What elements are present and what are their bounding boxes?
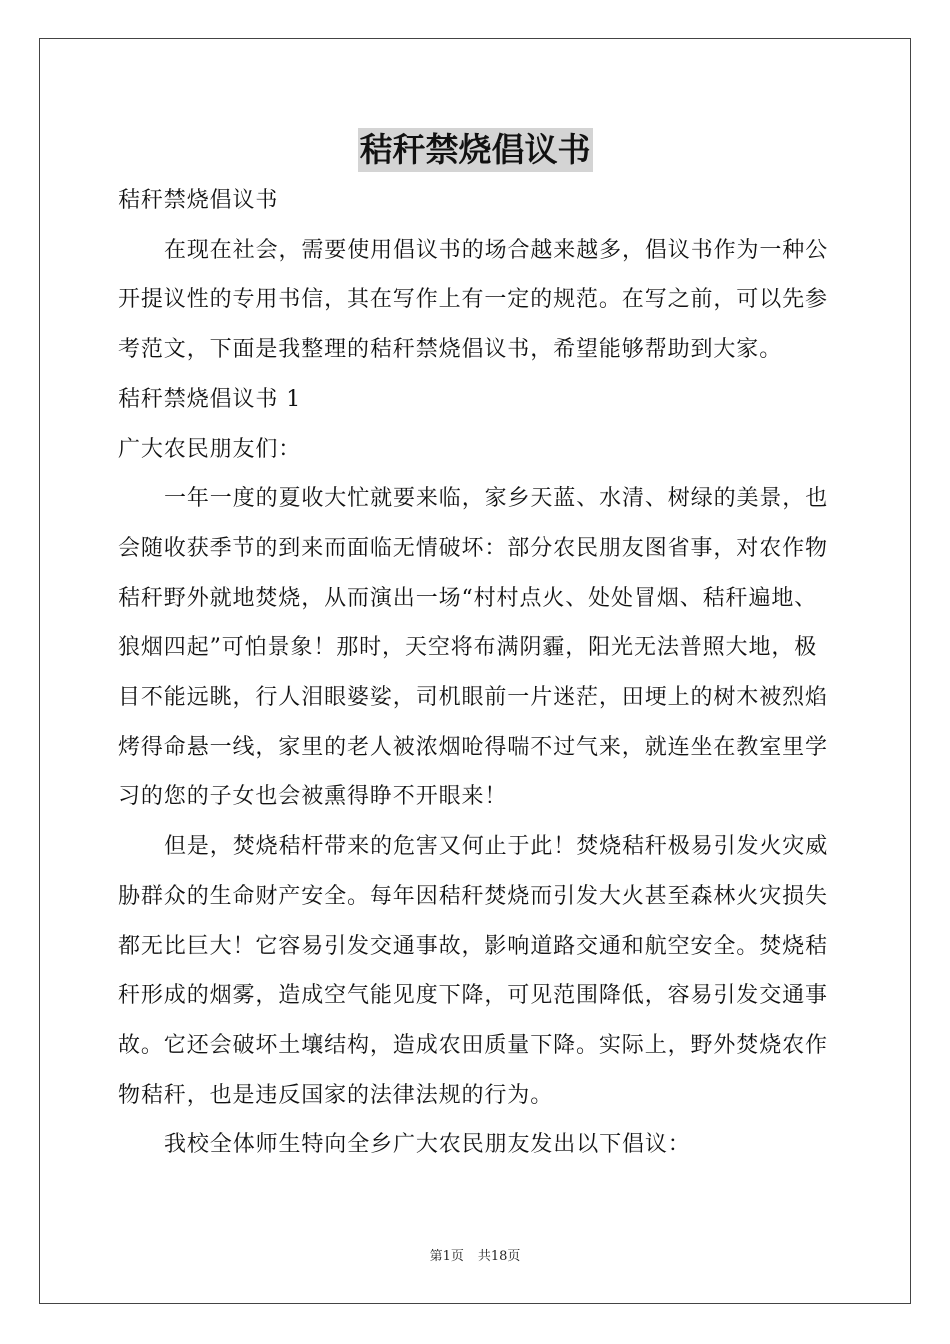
intro-paragraph: 在现在社会，需要使用倡议书的场合越来越多，倡议书作为一种公开提议性的专用书信，其在写作上有一定的规范。在写之前，可以先参考范文，下面是我整理的秸秆禁烧倡议书，希望能够帮助到大家。 [118,237,829,363]
body-paragraph: 一年一度的夏收大忙就要来临，家乡天蓝、水清、树绿的美景，也会随收获季节的到来而面临无情破坏：部分农民朋友图省事，对农作物秸秆野外就地焚烧，从而演出一场“村村点火、处处冒烟、秸秆遍地、狼烟四起”可怕景象！那时，天空将布满阴霾，阳光无法普照大地，极目不能远眺，行人泪眼婆娑，司机眼前一片迷茫，田埂上的树木被烈焰烤得命悬一线，家里的老人被浓烟呛得喘不过气来，就连坐在教室里学习的您的子女也会被熏得睁不开眼来！ [118,486,829,810]
page-number: 第1页 [429,1249,464,1264]
body-paragraph: 但是，焚烧秸杆带来的危害又何止于此！焚烧秸秆极易引发火灾威胁群众的生命财产安全。每年因秸秆焚烧而引发大火甚至森林火灾损失都无比巨大！它容易引发交通事故，影响道路交通和航空安全。焚烧秸秆形成的烟雾，造成空气能见度下降，可见范围降低，容易引发交通事故。它还会破坏土壤结构，造成农田质量下降。实际上，野外焚烧农作物秸秆，也是违反国家的法律法规的行为。 [118,834,829,1108]
salutation: 广大农民朋友们： [118,436,302,462]
page-total: 共18页 [477,1249,521,1264]
document-title: 秸秆禁烧倡议书 [358,128,593,172]
document-body [118,176,838,1170]
subtitle-paragraph: 秸秆禁烧倡议书 [118,188,279,213]
page-footer [0,1248,950,1266]
body-paragraph: 我校全体师生特向全乡广大农民朋友发出以下倡议： [164,1132,691,1158]
section-heading: 秸秆禁烧倡议书 1 [118,386,302,412]
title-container [0,128,950,172]
